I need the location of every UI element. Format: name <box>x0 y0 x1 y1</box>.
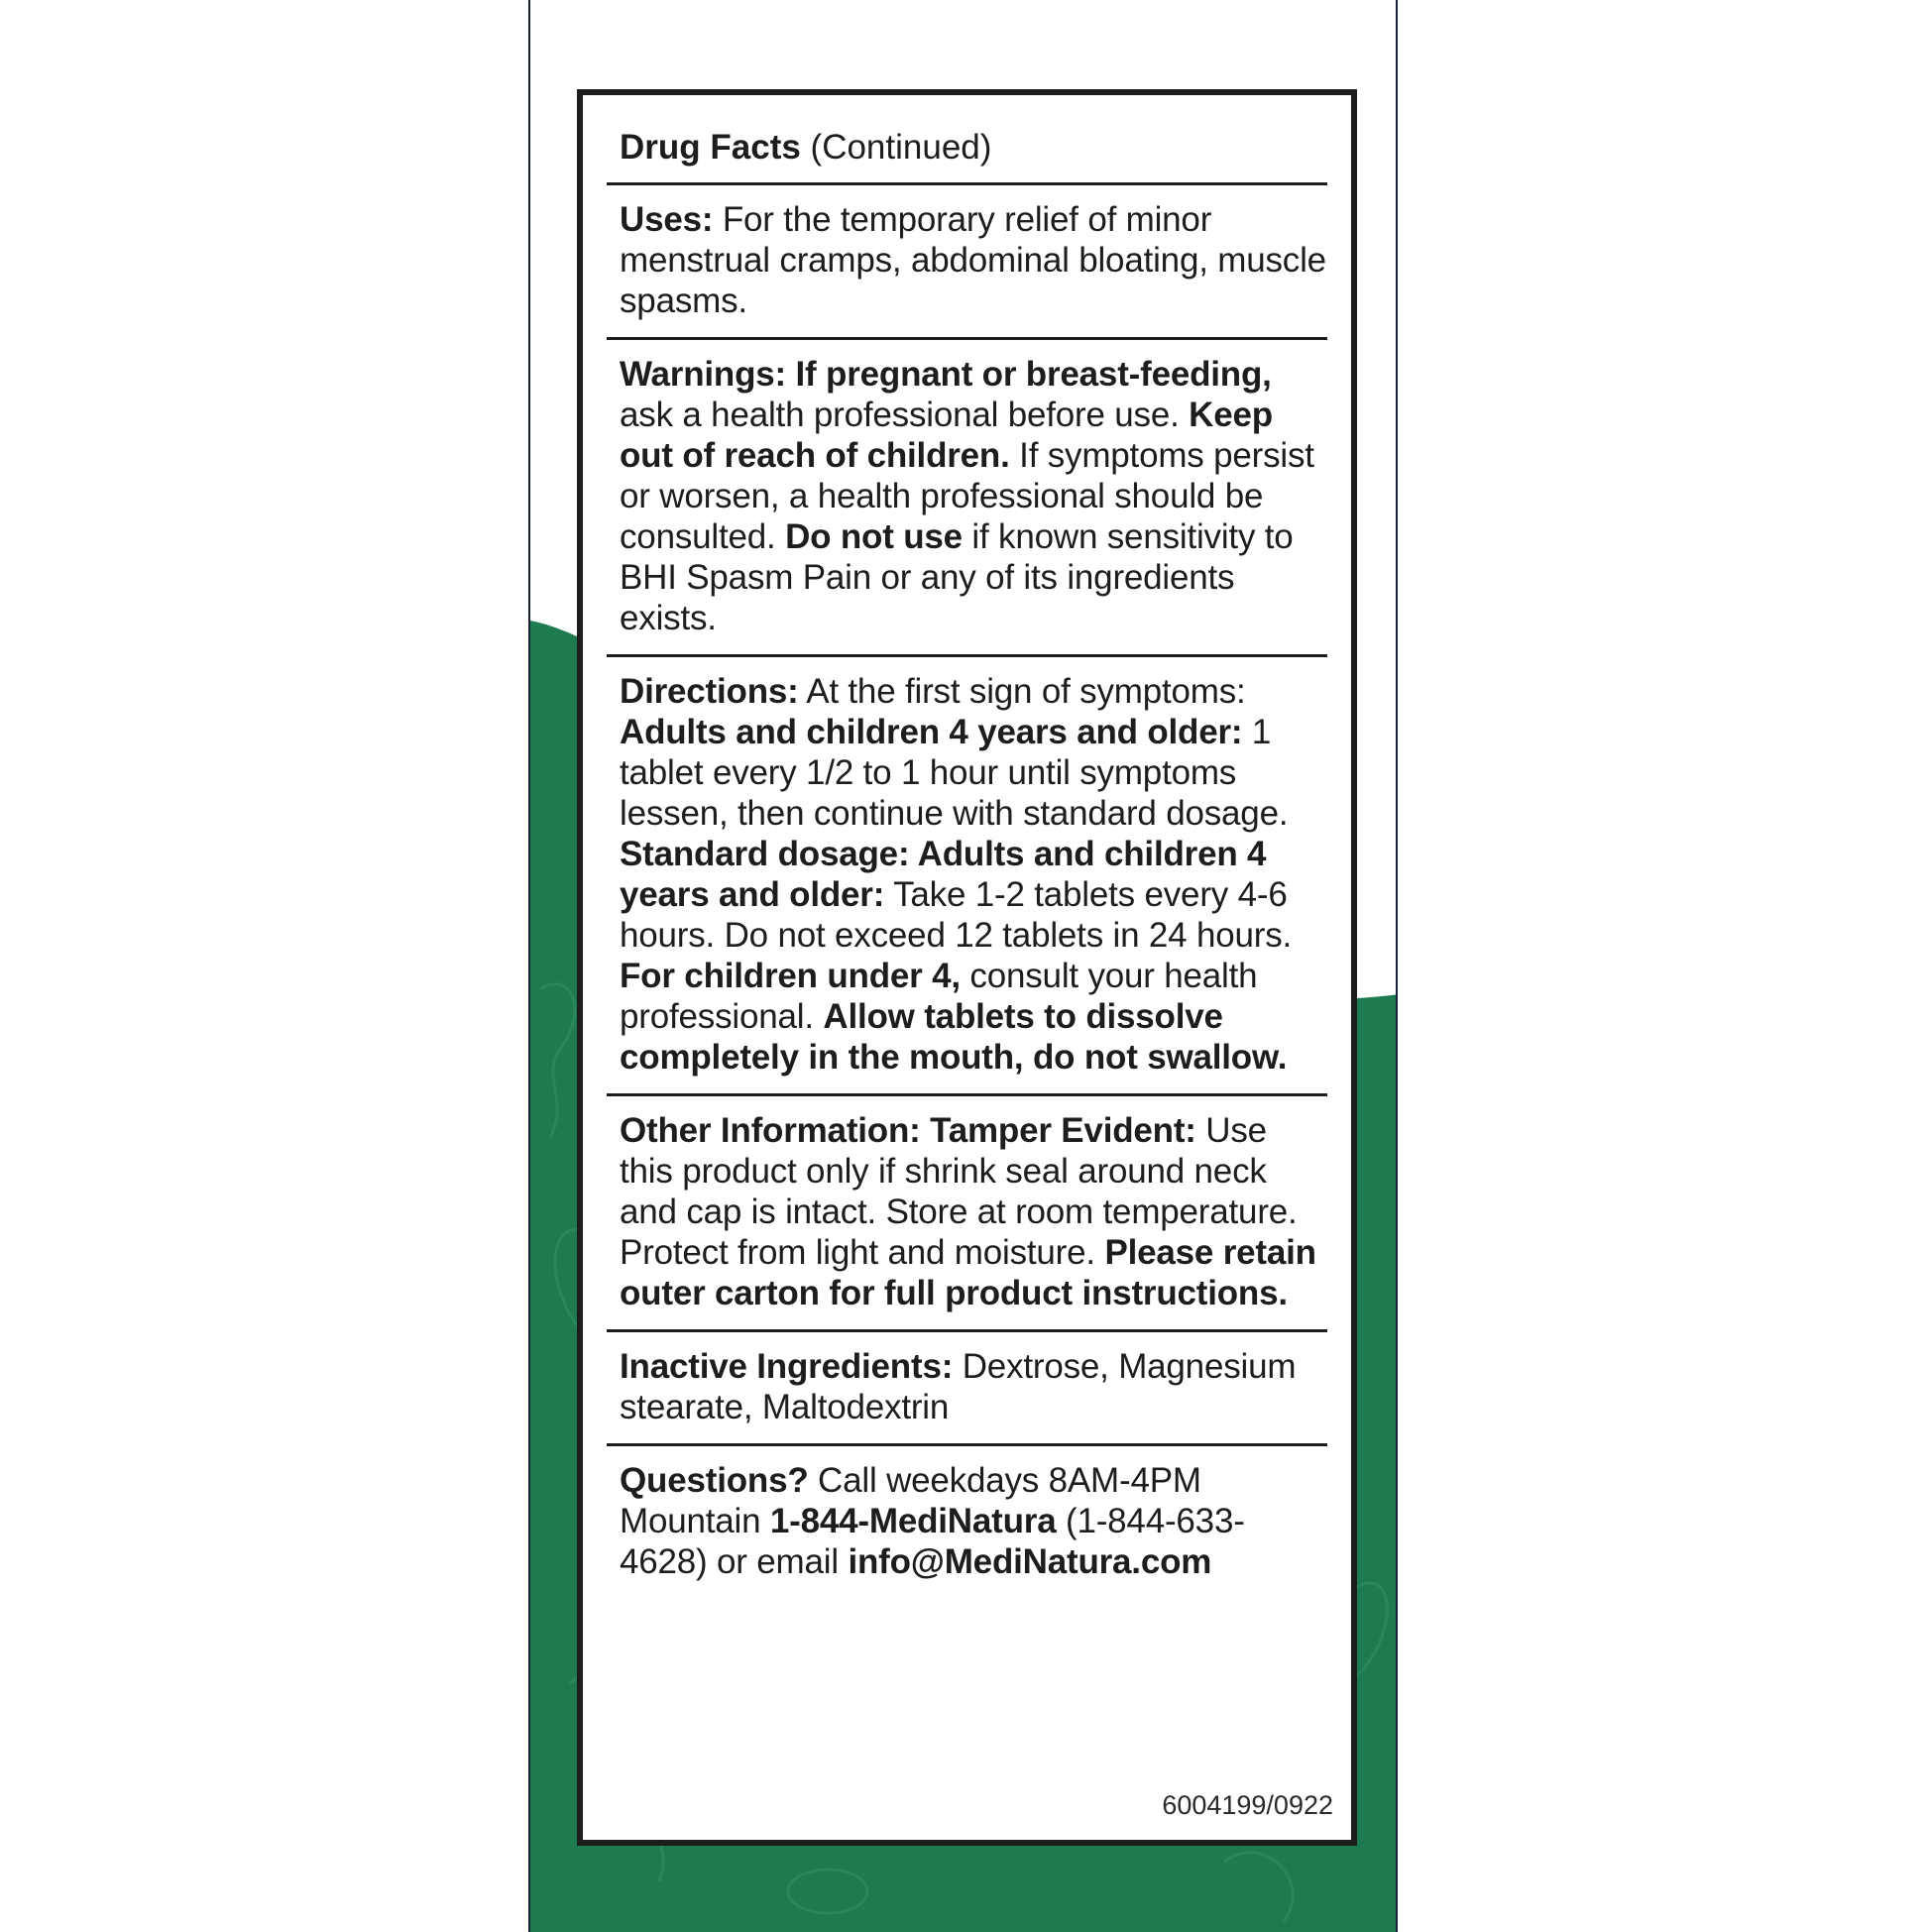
questions-label: Questions? <box>620 1461 809 1500</box>
phone-number: 1-844-MediNatura <box>769 1502 1057 1540</box>
inactive-ingredients-label: Inactive Ingredients: <box>620 1347 954 1386</box>
uses-text: For the temporary relief of minor menstrual cramps, abdominal bloating, muscle spasms. <box>620 200 1326 320</box>
other-information-label: Other Information: Tamper Evident: <box>620 1111 1196 1150</box>
lot-code: 6004199/0922 <box>1162 1790 1333 1820</box>
product-carton <box>528 0 1398 1932</box>
directions-section: Directions: At the first sign of symptoms: Adults and children 4 years and older: 1 tablet every 1/2 to 1 hour until symptoms lessen, then continue with standard dosage. Standard dosage: Adults and children 4 years and older: Take 1-2 tablets every 4-6 hours. Do not exceed 12 tablets in 24 hours. For children under 4, consult your health professional. Allow tablets to dissolve completely in the mouth, do not swallow. <box>607 654 1327 1093</box>
warnings-section: Warnings: If pregnant or breast-feeding, ask a health professional before use. Keep out of reach of children. If symptoms persist or worsen, a health professional should be consulted. Do not use if known sensitivity to BHI Spasm Pain or any of its ingredients exists. <box>607 337 1327 654</box>
other-information-section: Other Information: Tamper Evident: Use this product only if shrink seal around neck and cap is intact. Store at room temperature. Protect from light and moisture. Please retain outer carton for full product instructions. <box>607 1093 1327 1329</box>
directions-label: Directions: <box>620 672 799 711</box>
questions-section: Questions? Call weekdays 8AM-4PM Mountain 1-844-MediNatura (1-844-633-4628) or email info@MediNatura.com <box>607 1443 1327 1598</box>
drug-facts-title: Drug Facts (Continued) <box>620 128 992 167</box>
email-address: info@MediNatura.com <box>848 1542 1212 1581</box>
inactive-ingredients-section: Inactive Ingredients: Dextrose, Magnesium stearate, Maltodextrin <box>607 1329 1327 1443</box>
uses-section <box>607 182 1327 337</box>
uses-label: Uses: <box>620 200 714 239</box>
warnings-label: Warnings: If pregnant or breast-feeding, <box>620 355 1272 394</box>
drug-facts-panel <box>577 89 1357 1846</box>
